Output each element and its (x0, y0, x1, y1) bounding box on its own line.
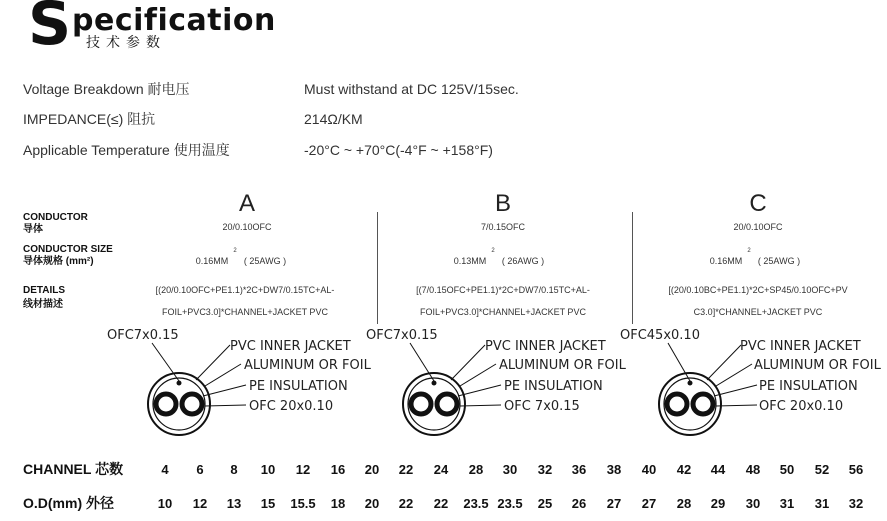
od-cell: 25 (537, 496, 553, 511)
column-a-letter: A (238, 190, 256, 217)
column-b-awg: ( 26AWG ) (501, 256, 545, 266)
channel-cell: 22 (398, 462, 414, 477)
leader-line (716, 405, 757, 406)
od-cell: 30 (745, 496, 761, 511)
callout-insulation-c: PE INSULATION (759, 379, 858, 394)
drain-wire (177, 381, 182, 386)
label-conductor-cn: 导体 (23, 224, 43, 235)
channel-cell: 40 (641, 462, 657, 477)
od-cell: 28 (676, 496, 692, 511)
table-channel-label: CHANNEL 芯数 (23, 461, 124, 477)
od-cell: 31 (814, 496, 830, 511)
column-a-awg: ( 25AWG ) (243, 256, 287, 266)
page-title: pecification (72, 3, 276, 38)
column-b-size: 0.13MM (453, 256, 487, 266)
column-c-details-2: C3.0]*CHANNEL+JACKET PVC (693, 307, 823, 317)
channel-cell: 8 (230, 462, 238, 477)
column-b-details-2: FOIL+PVC3.0]*CHANNEL+JACKET PVC (420, 307, 586, 317)
leader-line (458, 385, 501, 396)
conductor-right (182, 394, 202, 414)
leader-line (451, 345, 485, 380)
leader-line (203, 385, 246, 396)
channel-cell: 10 (260, 462, 276, 477)
column-a-conductor: 20/0.10OFC (222, 222, 272, 232)
channel-cell: 50 (779, 462, 795, 477)
od-cell: 22 (433, 496, 449, 511)
od-cell: 27 (641, 496, 657, 511)
channel-cell: 4 (161, 462, 169, 477)
channel-cell: 20 (364, 462, 380, 477)
leader-line (460, 405, 501, 406)
column-c-size: 0.16MM (709, 256, 743, 266)
cable-cross-section-b (366, 328, 627, 435)
channel-cell: 42 (676, 462, 692, 477)
od-cell: 23.5 (463, 496, 489, 511)
column-c-size-sup: 2 (747, 248, 751, 254)
channel-cell: 32 (537, 462, 553, 477)
od-cell: 15 (260, 496, 276, 511)
od-cell: 15.5 (290, 496, 316, 511)
conductor-right (693, 394, 713, 414)
drain-wire (688, 381, 693, 386)
cable-cross-section-c (620, 328, 882, 435)
label-conductor: CONDUCTOR (23, 212, 88, 223)
leader-line (196, 345, 230, 380)
leader-line (205, 405, 246, 406)
od-cell: 13 (226, 496, 242, 511)
leader-line (205, 364, 241, 386)
od-cell: 23.5 (497, 496, 523, 511)
spec-label-voltage: Voltage Breakdown 耐电压 (23, 81, 190, 97)
od-cell: 18 (330, 496, 346, 511)
label-conductor-size: CONDUCTOR SIZE (23, 244, 113, 255)
conductor-left (411, 394, 431, 414)
column-b-size-sup: 2 (491, 248, 495, 254)
od-cell: 32 (848, 496, 864, 511)
channel-cell: 38 (606, 462, 622, 477)
channel-cell: 28 (468, 462, 484, 477)
callout-inner-jacket-b: PVC INNER JACKET (485, 339, 606, 354)
od-cell: 22 (398, 496, 414, 511)
callout-top-b: OFC7x0.15 (366, 328, 438, 343)
channel-cell: 48 (745, 462, 761, 477)
od-cell: 20 (364, 496, 380, 511)
channel-cell: 56 (848, 462, 864, 477)
callout-insulation-b: PE INSULATION (504, 379, 603, 394)
od-cell: 31 (779, 496, 795, 511)
label-details: DETAILS (23, 285, 66, 296)
callout-conductor-a: OFC 20x0.10 (249, 399, 334, 414)
callout-top-c: OFC45x0.10 (620, 328, 700, 343)
conductor-left (156, 394, 176, 414)
column-a-details-1: [(20/0.10OFC+PE1.1)*2C+DW7/0.15TC+AL- (155, 285, 335, 295)
callout-foil-b: ALUMINUM OR FOIL (499, 358, 626, 373)
spec-value-voltage: Must withstand at DC 125V/15sec. (304, 81, 519, 97)
callout-inner-jacket-a: PVC INNER JACKET (230, 339, 351, 354)
channel-cell: 16 (330, 462, 346, 477)
spec-label-temperature: Applicable Temperature 使用温度 (23, 142, 230, 158)
od-cell: 26 (571, 496, 587, 511)
spec-value-temperature: -20°C ~ +70°C(-4°F ~ +158°F) (304, 142, 493, 158)
drain-wire (432, 381, 437, 386)
spec-value-impedance: 214Ω/KM (304, 111, 363, 127)
column-c-conductor: 20/0.10OFC (733, 222, 783, 232)
channel-cell: 12 (295, 462, 311, 477)
od-cell: 12 (192, 496, 208, 511)
channel-cell: 44 (710, 462, 726, 477)
column-a-size: 0.16MM (195, 256, 229, 266)
callout-inner-jacket-c: PVC INNER JACKET (740, 339, 861, 354)
column-a-size-sup: 2 (233, 248, 237, 254)
channel-cell: 30 (502, 462, 518, 477)
callout-foil-a: ALUMINUM OR FOIL (244, 358, 371, 373)
conductor-right (437, 394, 457, 414)
column-a-details-2: FOIL+PVC3.0]*CHANNEL+JACKET PVC (162, 307, 328, 317)
callout-conductor-c: OFC 20x0.10 (759, 399, 844, 414)
callout-foil-c: ALUMINUM OR FOIL (754, 358, 881, 373)
table-od-label: O.D(mm) 外径 (23, 495, 114, 511)
column-c-awg: ( 25AWG ) (757, 256, 801, 266)
od-cell: 29 (710, 496, 726, 511)
spec-label-impedance: IMPEDANCE(≤) 阻抗 (23, 111, 156, 127)
od-cell: 27 (606, 496, 622, 511)
leader-line (707, 345, 741, 380)
column-c-details-1: [(20/0.10BC+PE1.1)*2C+SP45/0.10OFC+PV (668, 285, 848, 295)
conductor-left (667, 394, 687, 414)
channel-cell: 6 (196, 462, 204, 477)
leader-line (714, 385, 757, 396)
callout-conductor-b: OFC 7x0.15 (504, 399, 580, 414)
leader-line (460, 364, 496, 386)
column-b-conductor: 7/0.15OFC (480, 222, 526, 232)
leader-line (716, 364, 752, 386)
od-cell: 10 (157, 496, 173, 511)
callout-top-a: OFC7x0.15 (107, 328, 179, 343)
channel-cell: 52 (814, 462, 830, 477)
channel-cell: 36 (571, 462, 587, 477)
column-b-details-1: [(7/0.15OFC+PE1.1)*2C+DW7/0.15TC+AL- (416, 285, 590, 295)
logo-initial: S (28, 0, 72, 59)
callout-insulation-a: PE INSULATION (249, 379, 348, 394)
page-subtitle: 技术参数 (86, 35, 166, 51)
label-details-cn: 线材描述 (23, 299, 63, 310)
cable-cross-section-a (107, 328, 372, 435)
column-b-letter: B (494, 190, 512, 217)
channel-cell: 24 (433, 462, 449, 477)
column-c-letter: C (749, 190, 767, 217)
label-conductor-size-cn: 导体规格 (mm²) (23, 256, 94, 267)
